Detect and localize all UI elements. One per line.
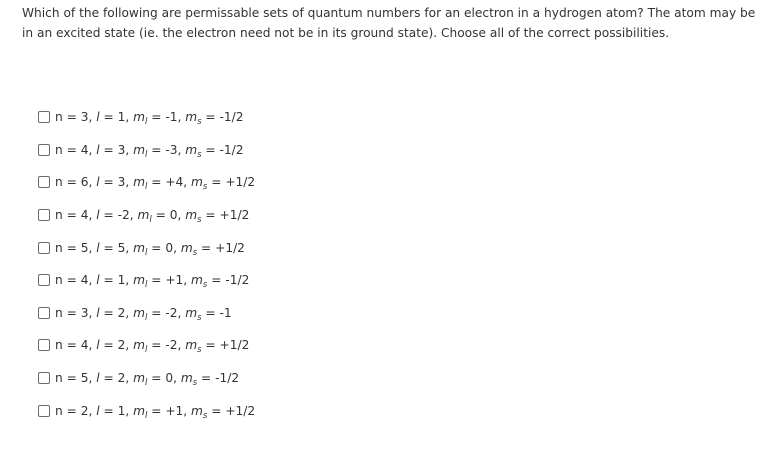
option-checkbox[interactable] xyxy=(38,372,50,384)
option-row[interactable] xyxy=(38,134,255,167)
option-label[interactable]: n = 4, l = 1, $m_l = +1$, $m_s = -1/2$ xyxy=(55,273,250,291)
option-label[interactable]: n = 4, l = -2, $m_l = 0$, $m_s = +1/2$ xyxy=(55,208,250,226)
option-row[interactable] xyxy=(38,362,255,395)
option-checkbox[interactable] xyxy=(38,405,50,417)
option-row[interactable] xyxy=(38,329,255,362)
question-text: Which of the following are permissable sets of quantum numbers for an electron in a hydrogen atom? The atom may be in an excited state (ie. the electron need not be in its ground state). Choose all of the correct possibilities. xyxy=(22,6,756,40)
option-label[interactable]: n = 2, l = 1, $m_l = +1$, $m_s = +1/2$ xyxy=(55,403,256,421)
option-checkbox[interactable] xyxy=(38,307,50,319)
option-checkbox[interactable] xyxy=(38,144,50,156)
option-label[interactable]: n = 5, l = 2, $m_l = 0$, $m_s = -1/2$ xyxy=(55,371,240,389)
option-row[interactable] xyxy=(38,394,255,427)
option-row[interactable] xyxy=(38,264,255,297)
option-label[interactable]: n = 3, l = 1, $m_l = -1$, $m_s = -1/2$ xyxy=(55,110,244,128)
option-checkbox[interactable] xyxy=(38,176,50,188)
answer-options xyxy=(38,101,255,427)
option-checkbox[interactable] xyxy=(38,274,50,286)
option-row[interactable] xyxy=(38,166,255,199)
option-row[interactable] xyxy=(38,231,255,264)
option-checkbox[interactable] xyxy=(38,111,50,123)
option-label[interactable]: n = 4, l = 3, $m_l = -3$, $m_s = -1/2$ xyxy=(55,142,244,160)
option-label[interactable]: n = 5, l = 5, $m_l = 0$, $m_s = +1/2$ xyxy=(55,240,245,258)
option-label[interactable]: n = 6, l = 3, $m_l = +4$, $m_s = +1/2$ xyxy=(55,175,256,193)
option-row[interactable] xyxy=(38,101,255,134)
option-row[interactable] xyxy=(38,297,255,330)
option-checkbox[interactable] xyxy=(38,209,50,221)
option-checkbox[interactable] xyxy=(38,339,50,351)
option-label[interactable]: n = 3, l = 2, $m_l = -2$, $m_s = -1$ xyxy=(55,305,232,323)
option-label[interactable]: n = 4, l = 2, $m_l = -2$, $m_s = +1/2$ xyxy=(55,338,250,356)
option-row[interactable] xyxy=(38,199,255,232)
option-checkbox[interactable] xyxy=(38,242,50,254)
